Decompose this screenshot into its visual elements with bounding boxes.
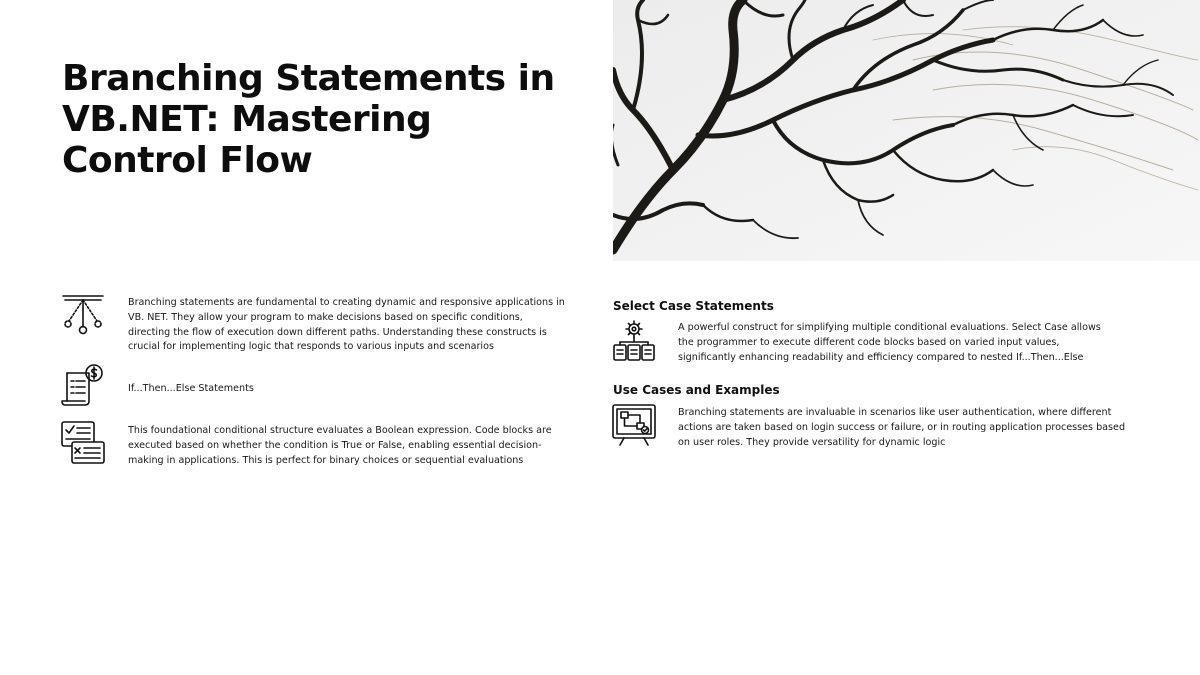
gear-clipboards-icon	[612, 318, 656, 362]
if-then-else-body: This foundational conditional structure evaluates a Boolean expression. Code blocks are executed based on whether the condition is True or False, enabling essential decision-making in applications. This is perfect for binary choices or sequential evaluations	[128, 425, 552, 466]
intro-text: Branching statements are fundamental to creating dynamic and responsive applications in VB. NET. They allow your program to make decisions based on specific conditions, directing the flow of execution down different paths. Understanding these constructs is crucial for implementing logic that responds to various inputs and scenarios	[128, 297, 565, 353]
slide-title: Branching Statements in VB.NET: Mastering Control Flow	[62, 58, 555, 181]
hero-image-coral-branches	[613, 0, 1200, 261]
select-case-heading: Select Case Statements	[613, 299, 774, 313]
checklist-icon	[61, 421, 105, 465]
use-cases-body: Branching statements are invaluable in scenarios like user authentication, where different actions are taken based on login success or failure, or in routing application processes based on user roles. They provide versatility for dynamic logic	[678, 407, 1126, 448]
select-case-body: A powerful construct for simplifying multiple conditional evaluations. Select Case allows the programmer to execute different code blocks based on varied input values, significantly enhancing readability and efficiency compared to nested If...Then...Else	[678, 322, 1101, 363]
pendulum-icon	[61, 293, 105, 337]
use-cases-heading: Use Cases and Examples	[613, 383, 780, 397]
flowchart-board-icon	[612, 403, 656, 447]
invoice-dollar-icon	[61, 363, 105, 407]
if-then-else-label: If...Then...Else Statements	[128, 383, 254, 394]
